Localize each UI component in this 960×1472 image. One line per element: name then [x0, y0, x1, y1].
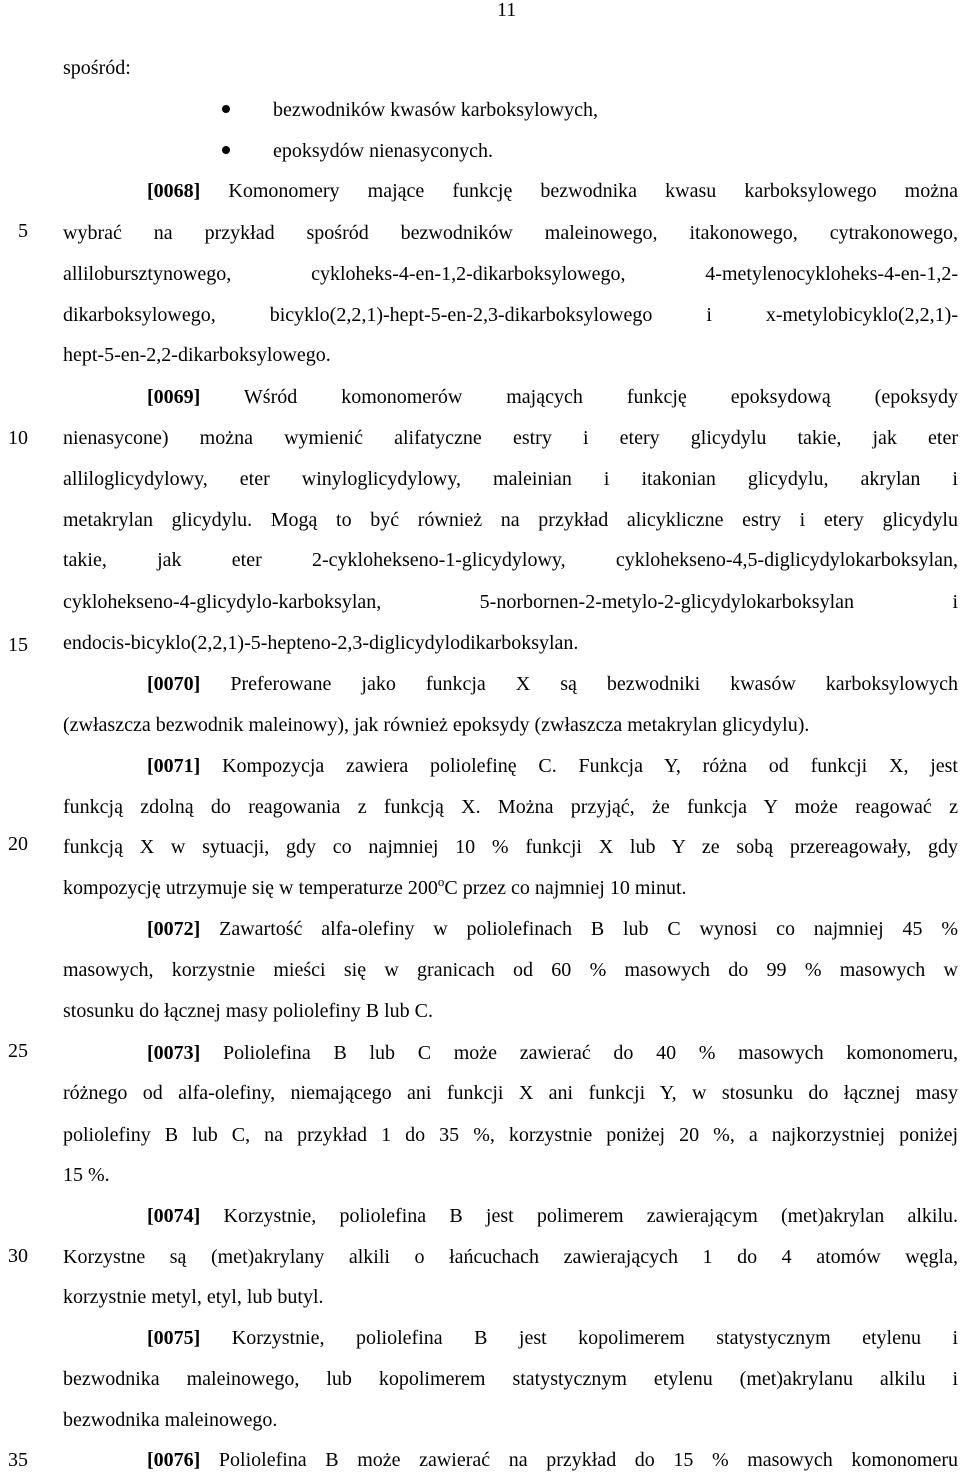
bullet-item: bezwodników kwasów karboksylowych,	[273, 99, 598, 121]
paragraph-number: [0073]	[147, 1042, 201, 1064]
text-line: wybrać na przykład spośród bezwodników maleinowego, itakonowego, cytrakonowego,	[63, 222, 958, 244]
paragraph-number: [0071]	[147, 755, 201, 777]
text-line: dikarboksylowego, bicyklo(2,2,1)-hept-5-en-2,3-dikarboksylowego i x-metylobicyklo(2,2,1)-	[63, 304, 958, 326]
text-line: korzystnie metyl, etyl, lub butyl.	[63, 1286, 324, 1308]
text-line: (zwłaszcza bezwodnik maleinowy), jak również epoksydy (zwłaszcza metakrylan glicydylu).	[63, 714, 810, 736]
paragraph-number: [0072]	[147, 918, 201, 940]
text-line: 15 %.	[63, 1164, 110, 1186]
text-line: nienasycone) można wymienić alifatyczne estry i etery glicydylu takie, jak eter	[63, 427, 958, 449]
line-number-25: 25	[8, 1040, 28, 1062]
text-line: stosunku do łącznej masy poliolefiny B lub C.	[63, 1000, 433, 1022]
text-line: Korzystne są (met)akrylany alkili o łańcuchach zawierających 1 do 4 atomów węgla,	[63, 1246, 958, 1268]
text-line: [0071] Kompozycja zawiera poliolefinę C. Funkcja Y, różna od funkcji X, jest	[147, 755, 958, 777]
text-line: różnego od alfa-olefiny, niemającego ani funkcji X ani funkcji Y, w stosunku do łącznej masy	[63, 1082, 958, 1104]
line-number-10: 10	[8, 427, 28, 449]
text-line: bezwodnika maleinowego.	[63, 1409, 278, 1431]
text-line: [0070] Preferowane jako funkcja X są bezwodniki kwasów karboksylowych	[147, 673, 958, 695]
text-line: [0072] Zawartość alfa-olefiny w poliolefinach B lub C wynosi co najmniej 45 %	[147, 918, 958, 940]
line-number-15: 15	[8, 634, 28, 656]
bullet-dot	[222, 105, 230, 113]
text-line: [0075] Korzystnie, poliolefina B jest kopolimerem statystycznym etylenu i	[147, 1327, 958, 1349]
text-line: masowych, korzystnie mieści się w granicach od 60 % masowych do 99 % masowych w	[63, 959, 958, 981]
text-line: hept-5-en-2,2-dikarboksylowego.	[63, 344, 331, 366]
degree-superscript: o	[437, 874, 445, 889]
line-number-30: 30	[8, 1245, 28, 1267]
text-line: bezwodnika maleinowego, lub kopolimerem statystycznym etylenu (met)akrylanu alkilu i	[63, 1368, 958, 1390]
text-line: [0076] Poliolefina B może zawierać na przykład do 15 % masowych komonomeru	[147, 1449, 958, 1471]
text-line: allilobursztynowego, cykloheks-4-en-1,2-dikarboksylowego, 4-metylenocykloheks-4-en-1,2-	[63, 263, 958, 285]
paragraph-number: [0075]	[147, 1327, 201, 1349]
paragraph-number: [0074]	[147, 1205, 201, 1227]
text-line: [0069] Wśród komonomerów mających funkcję epoksydową (epoksydy	[147, 386, 958, 408]
line-number-20: 20	[8, 833, 28, 855]
text-line: [0068] Komonomery mające funkcję bezwodnika kwasu karboksylowego można	[147, 180, 958, 202]
intro-text: spośród:	[63, 57, 131, 79]
line-number-5: 5	[18, 220, 28, 242]
page-number: 11	[497, 0, 517, 21]
text-line: [0073] Poliolefina B lub C może zawierać do 40 % masowych komonomeru,	[147, 1042, 958, 1064]
bullet-dot	[222, 146, 230, 154]
paragraph-number: [0069]	[147, 386, 201, 408]
paragraph-number: [0070]	[147, 673, 201, 695]
text-line: cyklohekseno-4-glicydylo-karboksylan, 5-norbornen-2-metylo-2-glicydylokarboksylan i	[63, 591, 958, 613]
text-line: funkcją zdolną do reagowania z funkcją X. Można przyjąć, że funkcja Y może reagować z	[63, 796, 958, 818]
paragraph-number: [0068]	[147, 180, 201, 202]
paragraph-number: [0076]	[147, 1449, 201, 1471]
bullet-item: epoksydów nienasyconych.	[273, 140, 493, 162]
text-line: funkcją X w sytuacji, gdy co najmniej 10 % funkcji X lub Y ze sobą przereagowały, gdy	[63, 836, 958, 858]
text-line: kompozycję utrzymuje się w temperaturze 200$^o$C przez co najmniej 10 minut.	[63, 874, 687, 899]
text-line: alliloglicydylowy, eter winyloglicydylowy, maleinian i itakonian glicydylu, akrylan i	[63, 468, 958, 490]
line-number-35: 35	[8, 1449, 28, 1471]
text-line: takie, jak eter 2-cyklohekseno-1-glicydylowy, cyklohekseno-4,5-diglicydylokarboksylan,	[63, 549, 958, 571]
text-line: metakrylan glicydylu. Mogą to być również na przykład alicykliczne estry i etery glicydylu	[63, 509, 958, 531]
text-line: [0074] Korzystnie, poliolefina B jest polimerem zawierającym (met)akrylan alkilu.	[147, 1205, 958, 1227]
text-line: endocis-bicyklo(2,2,1)-5-hepteno-2,3-diglicydylodikarboksylan.	[63, 632, 579, 654]
text-line: poliolefiny B lub C, na przykład 1 do 35 %, korzystnie poniżej 20 %, a najkorzystniej poniżej	[63, 1124, 958, 1146]
